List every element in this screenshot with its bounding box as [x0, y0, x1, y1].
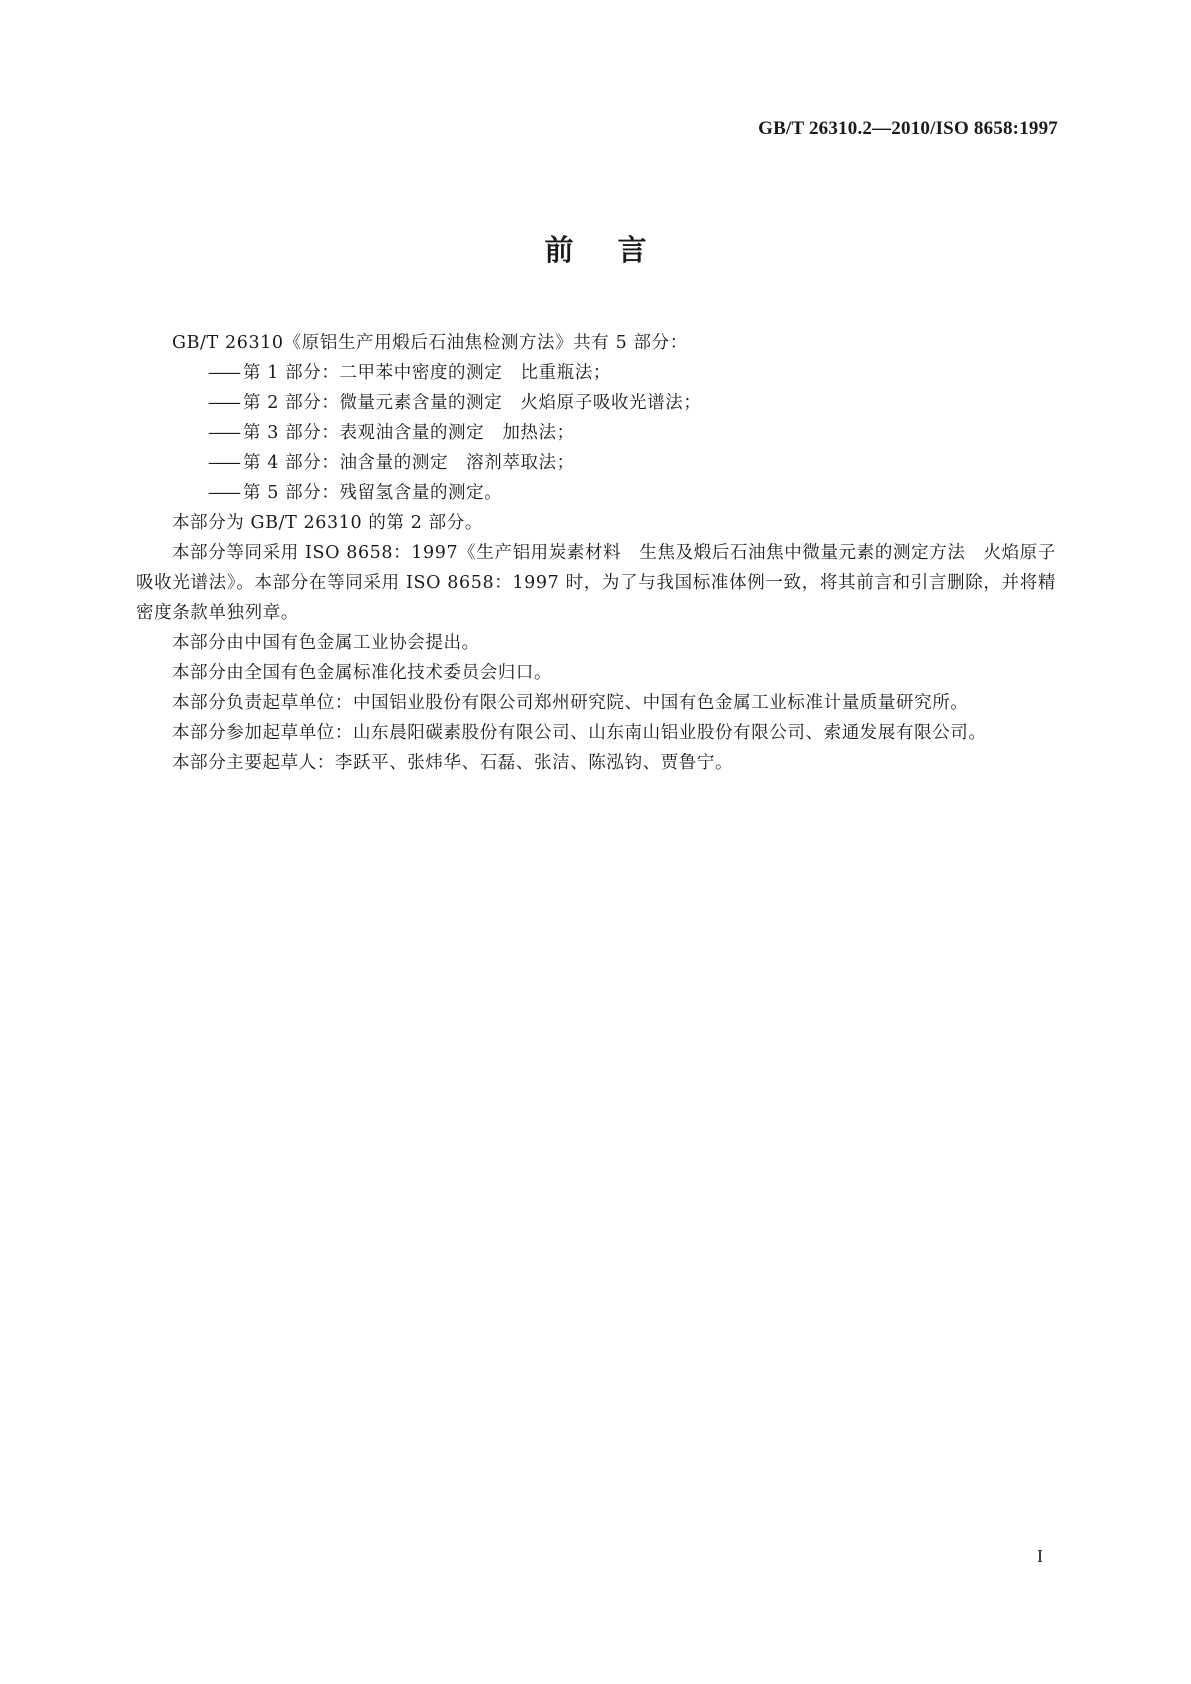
list-dash: —— [208, 453, 239, 473]
list-dash: —— [208, 423, 239, 443]
list-dash: —— [208, 393, 239, 413]
list-item-part-2 [136, 388, 1056, 418]
paragraph-part-statement: 本部分为 GB/T 26310 的第 2 部分。 [172, 513, 483, 533]
page-number: I [1037, 1546, 1043, 1566]
list-item-part-1 [136, 358, 1056, 388]
page-title: 前言 [544, 233, 691, 267]
paragraph-centralized-by: 本部分由全国有色金属标准化技术委员会归口。 [172, 663, 553, 683]
list-item-part-4 [136, 448, 1056, 478]
list-item-part-3 [136, 418, 1056, 448]
list-item-text: 第 5 部分：残留氢含量的测定。 [243, 483, 503, 503]
list-item-text: 第 4 部分：油含量的测定 溶剂萃取法； [243, 453, 575, 473]
paragraph-adoption: 本部分等同采用 ISO 8658：1997《生产铝用炭素材料 生焦及煅后石油焦中微量元素的测定方法 火焰原子吸收光谱法》。本部分在等同采用 ISO 8658：1997 时，为了与我国标准体例一致，将其前言和引言删除，并将精密度条款单独列章。 [136, 543, 1056, 623]
list-item-text: 第 1 部分：二甲苯中密度的测定 比重瓶法； [243, 363, 611, 383]
paragraph-drafting-units: 本部分负责起草单位：中国铝业股份有限公司郑州研究院、中国有色金属工业标准计量质量研究所。 [172, 693, 969, 713]
paragraph-participating-units: 本部分参加起草单位：山东晨阳碳素股份有限公司、山东南山铝业股份有限公司、索通发展有限公司。 [172, 723, 987, 743]
paragraph-drafters: 本部分主要起草人：李跃平、张炜华、石磊、张洁、陈泓钧、贾鲁宁。 [172, 753, 734, 773]
list-dash: —— [208, 363, 239, 383]
list-item-part-5 [136, 478, 1056, 508]
paragraph-proposed-by: 本部分由中国有色金属工业协会提出。 [172, 633, 480, 653]
intro-paragraph: GB/T 26310《原铝生产用煅后石油焦检测方法》共有 5 部分： [172, 333, 688, 353]
document-body [136, 328, 1056, 778]
list-item-text: 第 3 部分：表观油含量的测定 加热法； [243, 423, 575, 443]
list-item-text: 第 2 部分：微量元素含量的测定 火焰原子吸收光谱法； [243, 393, 702, 413]
standard-code: GB/T 26310.2—2010/ISO 8658:1997 [758, 118, 1058, 139]
list-dash: —— [208, 483, 239, 503]
